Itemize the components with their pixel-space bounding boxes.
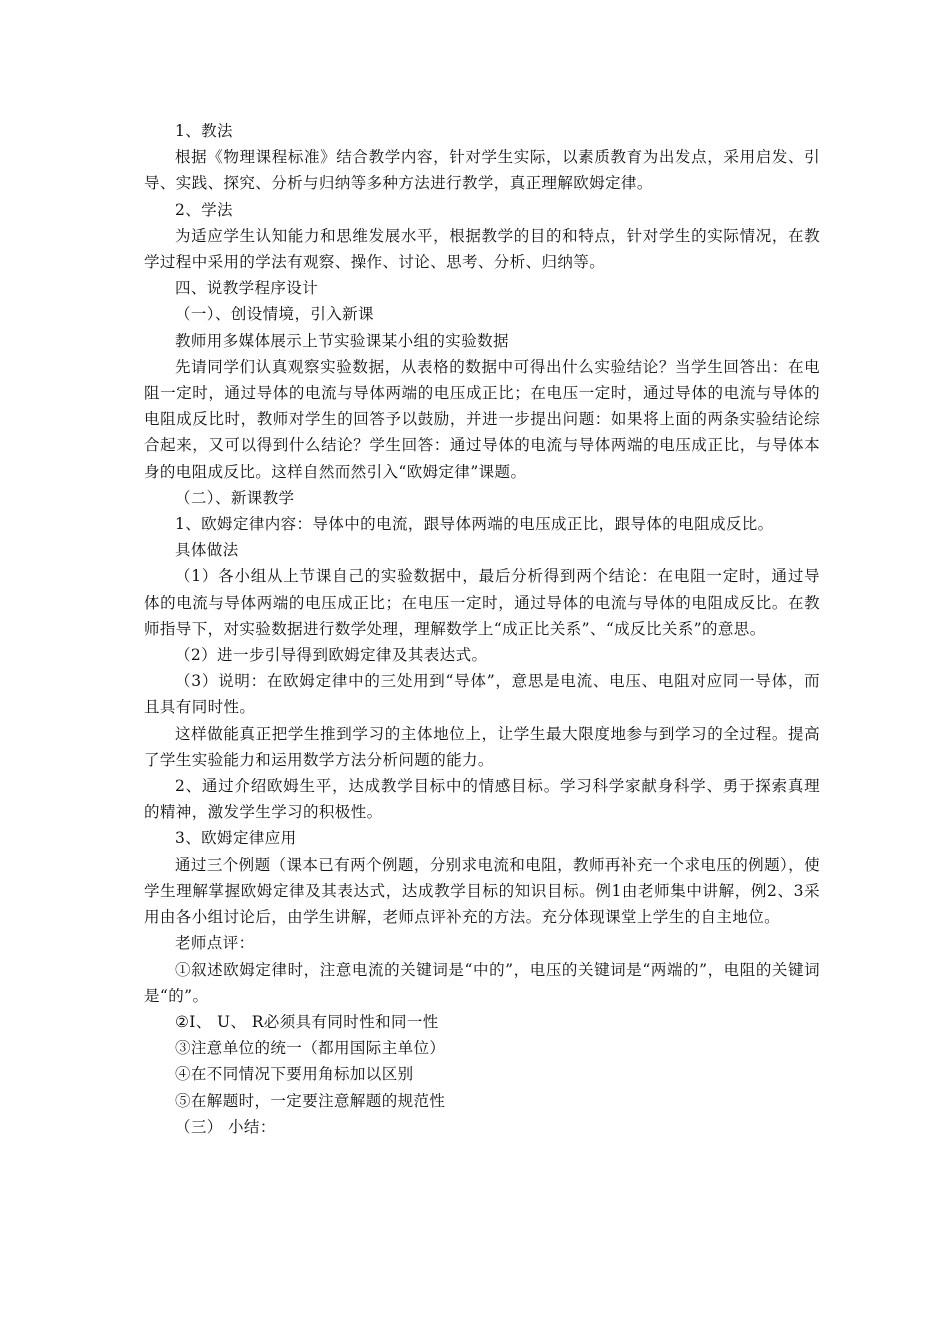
paragraph-effect: 这样做能真正把学生推到学习的主体地位上，让学生最大限度地参与到学习的全过程。提高了学生实验能力和运用数学方法分析问题的能力。 (144, 724, 820, 769)
paragraph-examples: 通过三个例题（课本已有两个例题，分别求电流和电阻，教师再补充一个求电压的例题），使学生理解掌握欧姆定律及其表达式，达成教学目标的知识目标。例1由老师集中讲解，例2、3采用由各小组讨论后，由学生讲解，老师点评补充的方法。充分体现课堂上学生的自主地位。 (144, 855, 820, 927)
list-item-3: （3）说明：在欧姆定律中的三处用到“导体”，意思是电流、电压、电阻对应同一导体，而且具有同时性。 (144, 672, 820, 717)
paragraph-observe-data: 先请同学们认真观察实验数据，从表格的数据中可得出什么实验结论？当学生回答出：在电阻一定时，通过导体的电流与导体两端的电压成正比；在电压一定时，通过导体的电流与导体的电阻成反比时，教师对学生的回答予以鼓励，并进一步提出问题：如果将上面的两条实验结论综合起来，又可以得到什么结论？学生回答：通过导体的电流与导体两端的电压成正比，与导体本身的电阻成反比。这样自然而然引入“欧姆定律”课题。 (144, 357, 820, 481)
paragraph-teaching-method: 根据《物理课程标准》结合教学内容，针对学生实际，以素质教育为出发点，采用启发、引导、实践、探究、分析与归纳等多种方法进行教学，真正理解欧姆定律。 (144, 148, 820, 193)
heading-procedure: 具体做法 (175, 541, 239, 560)
heading-section-four: 四、说教学程序设计 (175, 279, 319, 298)
comment-item-2: ②I、 U、 R必须具有同时性和同一性 (175, 1012, 439, 1031)
comment-item-1: ①叙述欧姆定律时，注意电流的关键词是“中的”，电压的关键词是“两端的”，电阻的关键词是“的”。 (144, 960, 820, 1005)
paragraph-learning-method: 为适应学生认知能力和思维发展水平，根据教学的目的和特点，针对学生的实际情况，在教学过程中采用的学法有观察、操作、讨论、思考、分析、归纳等。 (144, 226, 820, 272)
paragraph-multimedia: 教师用多媒体展示上节实验课某小组的实验数据 (175, 331, 509, 350)
comment-item-5: ⑤在解题时，一定要注意解题的规范性 (175, 1091, 446, 1110)
heading-teacher-comment: 老师点评： (175, 934, 255, 953)
document-body (144, 118, 820, 1140)
paragraph-ohm-law: 1、欧姆定律内容：导体中的电流，跟导体两端的电压成正比，跟导体的电阻成反比。 (175, 515, 774, 534)
heading-part-one: （一）、创设情境，引入新课 (175, 305, 374, 324)
heading-summary: （三） 小结： (175, 1117, 276, 1136)
heading-application: 3、欧姆定律应用 (175, 829, 297, 848)
list-item-1: （1）各小组从上节课自己的实验数据中，最后分析得到两个结论：在电阻一定时，通过导体的电流与导体两端的电压成正比；在电压一定时，通过导体的电流与导体的电阻成反比。在教师指导下，对实验数据进行数学处理，理解数学上“成正比关系”、“成反比关系”的意思。 (144, 567, 820, 638)
heading-learning-method: 2、学法 (175, 200, 233, 219)
comment-item-4: ④在不同情况下要用角标加以区别 (175, 1065, 414, 1084)
paragraph-ohm-biography: 2、通过介绍欧姆生平，达成教学目标中的情感目标。学习科学家献身科学、勇于探索真理的精神，激发学生学习的积极性。 (144, 777, 820, 822)
heading-part-two: （二）、新课教学 (175, 488, 295, 507)
list-item-2: （2）进一步引导得到欧姆定律及其表达式。 (175, 646, 488, 665)
comment-item-3: ③注意单位的统一（都用国际主单位） (175, 1039, 446, 1058)
heading-teaching-method: 1、教法 (175, 122, 233, 140)
